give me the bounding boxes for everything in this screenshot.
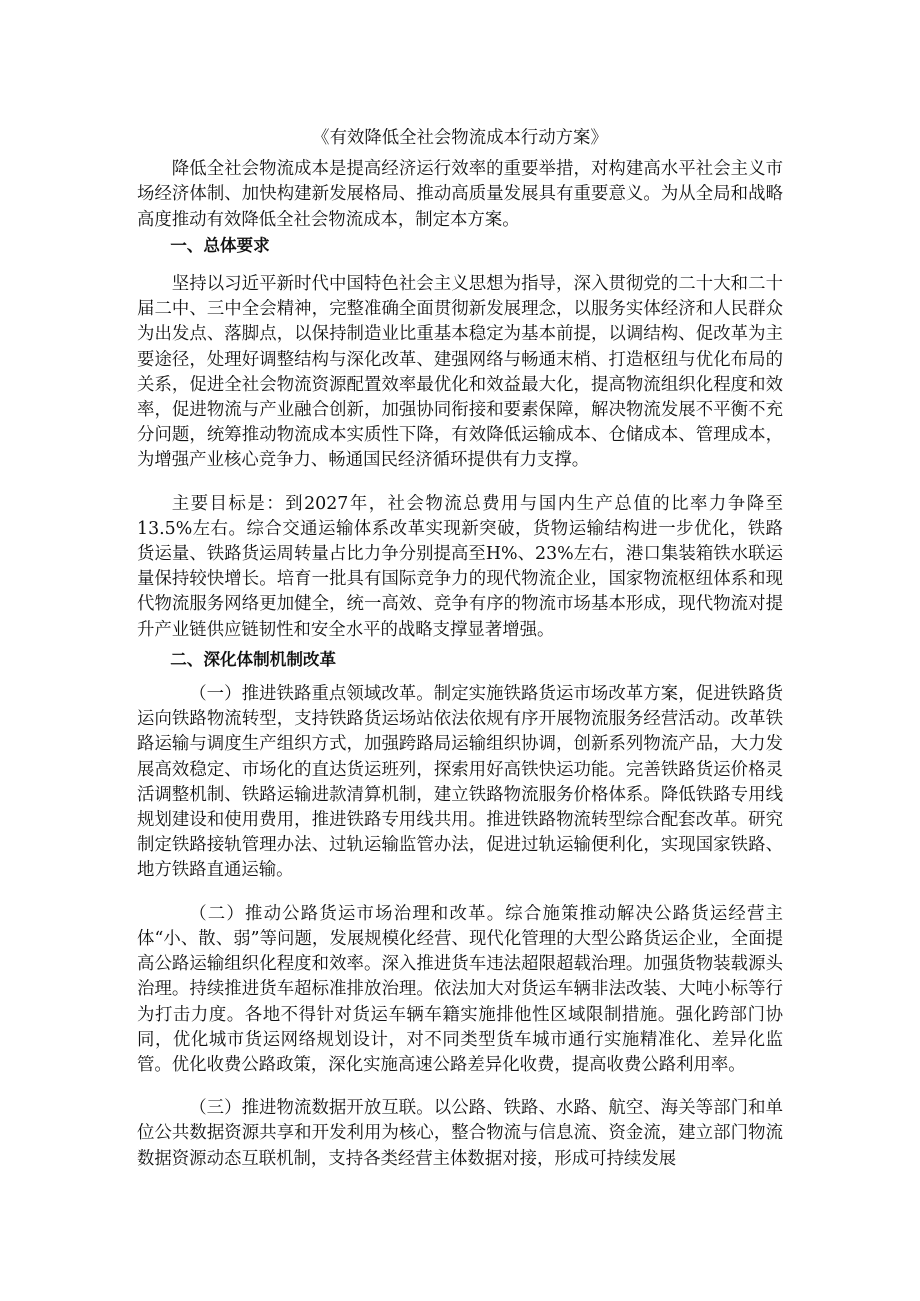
item-highway-freight-reform: （二）推动公路货运市场治理和改革。综合施策推动解决公路货运经营主体“小、散、弱”等问题，发展规模化经营、现代化管理的大型公路货运企业，全面提高公路运输组织化程度和效率。深入推进货车违法超限超载治理。加强货物装载源头治理。持续推进货车超标准排放治理。依法加大对货运车辆非法改装、大吨小标等行为打击力度。各地不得针对货运车辆车籍实施排他性区域限制措施。强化跨部门协同，优化城市货运网络规划设计，对不同类型货车城市通行实施精准化、差异化监管。优化收费公路政策，深化实施高速公路差异化收费，提高收费公路利用率。 <box>137 903 783 1075</box>
paragraph-main-targets: 主要目标是：到2027年，社会物流总费用与国内生产总值的比率力争降至13.5%左右。综合交通运输体系改革实现新突破，货物运输结构进一步优化，铁路货运量、铁路货运周转量占比力争分别提高至H%、23%左右，港口集装箱铁水联运量保持较快增长。培育一批具有国际竞争力的现代物流企业，国家物流枢纽体系和现代物流服务网络更加健全，统一高效、竞争有序的物流市场基本形成，现代物流对提升产业链供应链韧性和安全水平的战略支撑显著增强。 <box>137 493 783 640</box>
intro-paragraph: 降低全社会物流成本是提高经济运行效率的重要举措，对构建高水平社会主义市场经济体制、加快构建新发展格局、推动高质量发展具有重要意义。为从全局和战略高度推动有效降低全社会物流成本，制定本方案。 <box>137 159 783 230</box>
section-heading-institutional-reform: 二、深化体制机制改革 <box>170 649 337 669</box>
document-title: 《有效降低全社会物流成本行动方案》 <box>312 128 608 148</box>
item-railway-reform: （一）推进铁路重点领域改革。制定实施铁路货运市场改革方案，促进铁路货运向铁路物流转型，支持铁路货运场站依法依规有序开展物流服务经营活动。改革铁路运输与调度生产组织方式，加强跨路局运输组织协调，创新系列物流产品，大力发展高效稳定、市场化的直达货运班列，探索用好高铁快运功能。完善铁路货运价格灵活调整机制、铁路运输进款清算机制，建立铁路物流服务价格体系。降低铁路专用线规划建设和使用费用，推进铁路专用线共用。推进铁路物流转型综合配套改革。研究制定铁路接轨管理办法、过轨运输监管办法，促进过轨运输便利化，实现国家铁路、地方铁路直通运输。 <box>137 684 783 881</box>
paragraph-guiding-principles: 坚持以习近平新时代中国特色社会主义思想为指导，深入贯彻党的二十大和二十届二中、三中全会精神，完整准确全面贯彻新发展理念，以服务实体经济和人民群众为出发点、落脚点，以保持制造业比重基本稳定为基本前提，以调结构、促改革为主要途径，处理好调整结构与深化改革、建强网络与畅通末梢、打造枢纽与优化布局的关系，促进全社会物流资源配置效率最优化和效益最大化，提高物流组织化程度和效率，促进物流与产业融合创新，加强协同衔接和要素保障，解决物流发展不平衡不充分问题，统筹推动物流成本实质性下降，有效降低运输成本、仓储成本、管理成本，为增强产业核心竞争力、畅通国民经济循环提供有力支撑。 <box>137 274 783 471</box>
section-heading-overall-requirements: 一、总体要求 <box>170 235 270 255</box>
document-body <box>137 126 783 1172</box>
item-logistics-data-interconnection: （三）推进物流数据开放互联。以公路、铁路、水路、航空、海关等部门和单位公共数据资源共享和开发利用为核心，整合物流与信息流、资金流，建立部门物流数据资源动态互联机制，支持各类经营主体数据对接，形成可持续发展 <box>137 1098 783 1169</box>
